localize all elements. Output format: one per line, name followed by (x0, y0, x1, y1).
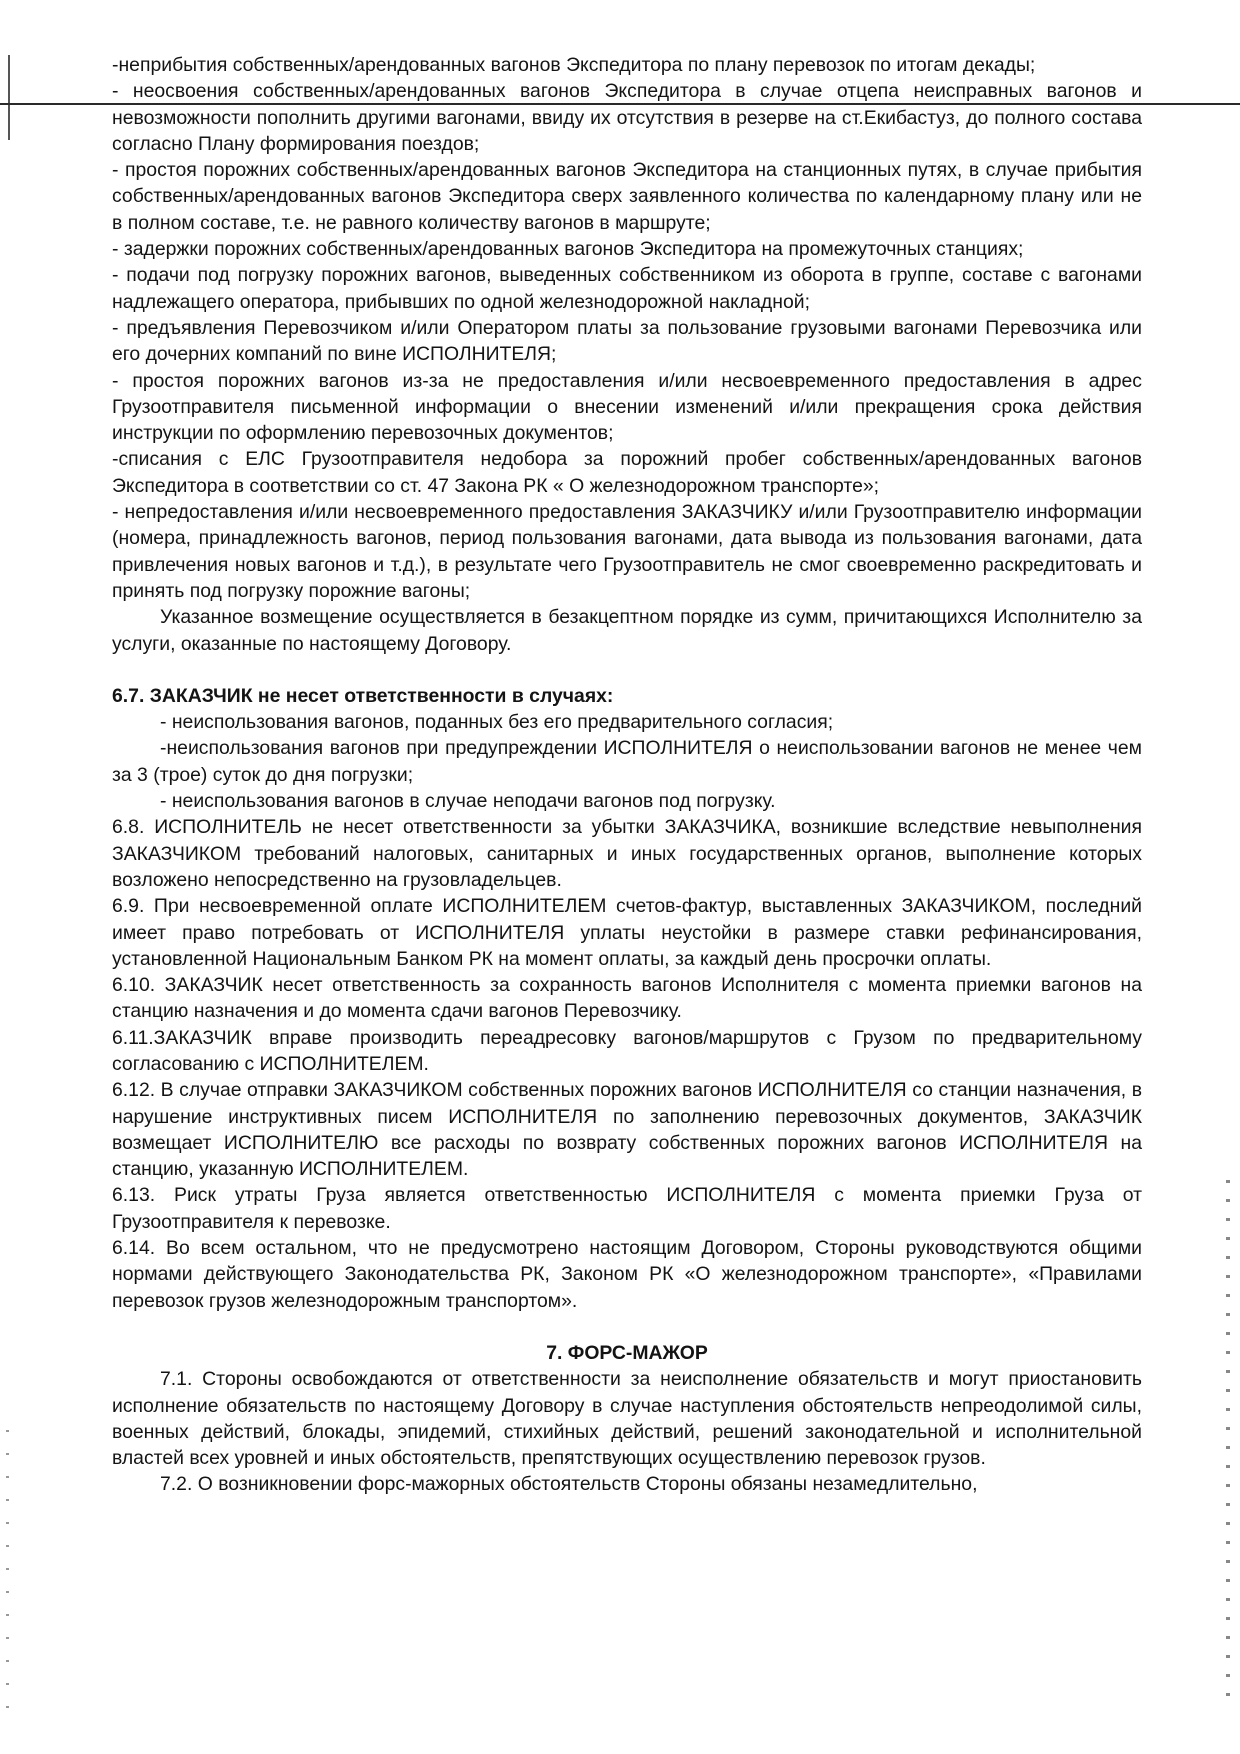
clause-6-10: 6.10. ЗАКАЗЧИК несет ответственность за сохранность вагонов Исполнителя с момента приемки вагонов на станцию назначения и до момента сдачи вагонов Перевозчику. (112, 974, 1142, 1023)
list-item: - предъявления Перевозчиком и/или Оператором платы за пользование грузовыми вагонами Перевозчика или его дочерних компаний по вине ИСПОЛНИТЕЛЯ; (112, 316, 1142, 366)
list-item: - задержки порожних собственных/арендованных вагонов Экспедитора на промежуточных станциях; (112, 238, 1024, 261)
list-item: - неиспользования вагонов, поданных без его предварительного согласия; (160, 711, 834, 734)
list-item: - подачи под погрузку порожних вагонов, выведенных собственником из оборота в группе, составе с вагонами надлежащего оператора, прибывших по одной железнодорожной накладной; (112, 264, 1142, 313)
clause-6-12: 6.12. В случае отправки ЗАКАЗЧИКОМ собственных порожних вагонов ИСПОЛНИТЕЛЯ со станции назначения, в нарушение инструктивных писем ИСПОЛНИТЕЛЯ по заполнению перевозочных документов, ЗАКАЗЧИК возмещает ИСПОЛНИТЕЛЮ все расходы по возврату собственных порожних вагонов ИСПОЛНИТЕЛЯ на станцию, указанную ИСПОЛНИТЕЛЕМ. (112, 1079, 1142, 1181)
compensation-note: Указанное возмещение осуществляется в безакцептном порядке из сумм, причитающихся Исполнителю за услуги, оказанные по настоящему Договору. (112, 606, 1142, 655)
scan-edge-dots-left (6, 1430, 9, 1710)
section-7-heading: 7. ФОРС-МАЖОР (546, 1341, 708, 1364)
clause-6-9: 6.9. При несвоевременной оплате ИСПОЛНИТЕЛЕМ счетов-фактур, выставленных ЗАКАЗЧИКОМ, последний имеет право потребовать от ИСПОЛНИТЕЛЯ уплаты неустойки в размере ставки рефинансирования, установленной Национальным Банком РК на момент оплаты, за каждый день просрочки оплаты. (112, 895, 1142, 970)
list-item: - простоя порожних вагонов из-за не предоставления и/или несвоевременного предоставления в адрес Грузоотправителя письменной информации о внесении изменений и/или прекращения срока действия инструкции по оформлению перевозочных документов; (112, 369, 1142, 445)
clause-6-13: 6.13. Риск утраты Груза является ответственностью ИСПОЛНИТЕЛЯ с момента приемки Груза от Грузоотправителя к перевозке. (112, 1184, 1142, 1233)
liability-items-list (112, 52, 1142, 604)
clause-7-2: 7.2. О возникновении форс-мажорных обстоятельств Стороны обязаны незамедлительно, (160, 1473, 978, 1496)
list-item: - непредоставления и/или несвоевременного предоставления ЗАКАЗЧИКУ и/или Грузоотправителю информации (номера, принадлежность вагонов, период пользования вагонами, дата вывода из пользования вагонами, дата привлечения новых вагонов и т.д.), в результате чего Грузоотправитель не смог своевременно раскредитовать и принять под погрузку порожние вагоны; (112, 501, 1142, 602)
list-item: -неиспользования вагонов при предупреждении ИСПОЛНИТЕЛЯ о неиспользовании вагонов не менее чем за 3 (трое) суток до дня погрузки; (112, 737, 1142, 786)
list-item: - неиспользования вагонов в случае неподачи вагонов под погрузку. (160, 790, 776, 813)
list-item: -списания с ЕЛС Грузоотправителя недобора за порожний пробег собственных/арендованных вагонов Экспедитора в соответствии со ст. 47 Закона РК « О железнодорожном транспорте»; (112, 448, 1142, 497)
list-item: - неосвоения собственных/арендованных вагонов Экспедитора в случае отцепа неисправных вагонов и невозможности пополнить другими вагонами, ввиду их отсутствия в резерве на ст.Екибастуз, до полного состава согласно Плану формирования поездов; (112, 80, 1142, 155)
scan-edge-dots-right (1226, 1180, 1230, 1700)
section-6-7-heading: 6.7. ЗАКАЗЧИК не несет ответственности в случаях: (112, 684, 614, 707)
list-item: - простоя порожних собственных/арендованных вагонов Экспедитора на станционных путях, в случае прибытия собственных/арендованных вагонов Экспедитора сверх заявленного количества по календарному плану или не в полном составе, т.е. не равного количеству вагонов в маршруте; (112, 159, 1142, 234)
section-7-force-majeure (112, 1340, 1142, 1498)
clause-6-8: 6.8. ИСПОЛНИТЕЛЬ не несет ответственности за убытки ЗАКАЗЧИКА, возникшие вследствие невыполнения ЗАКАЗЧИКОМ требований налоговых, санитарных и иных государственных органов, выполнение которых возложено непосредственно на грузовладельцев. (112, 816, 1142, 891)
clauses-6-8-to-6-14 (112, 814, 1142, 1314)
clause-6-11: 6.11.ЗАКАЗЧИК вправе производить переадресовку вагонов/маршрутов с Грузом по предварительному согласованию с ИСПОЛНИТЕЛЕМ. (112, 1026, 1142, 1075)
section-6-7 (112, 683, 1142, 814)
document-page (112, 52, 1142, 1498)
list-item: -неприбытия собственных/арендованных вагонов Экспедитора по плану перевозок по итогам декады; (112, 54, 1036, 76)
clause-7-1: 7.1. Стороны освобождаются от ответственности за неисполнение обязательств и могут приостановить исполнение обязательств по настоящему Договору в случае наступления обстоятельств непреодолимой силы, военных действий, блокады, эпидемий, стихийных действий, решений законодательной и исполнительной властей всех уровней и иных обстоятельств, препятствующих осуществлению перевозок грузов. (112, 1368, 1142, 1470)
scan-edge-mark (8, 55, 10, 140)
clause-6-14: 6.14. Во всем остальном, что не предусмотрено настоящим Договором, Стороны руководствуются общими нормами действующего Законодательства РК, Законом РК «О железнодорожном транспорте», «Правилами перевозок грузов железнодорожным транспортом». (112, 1237, 1142, 1312)
